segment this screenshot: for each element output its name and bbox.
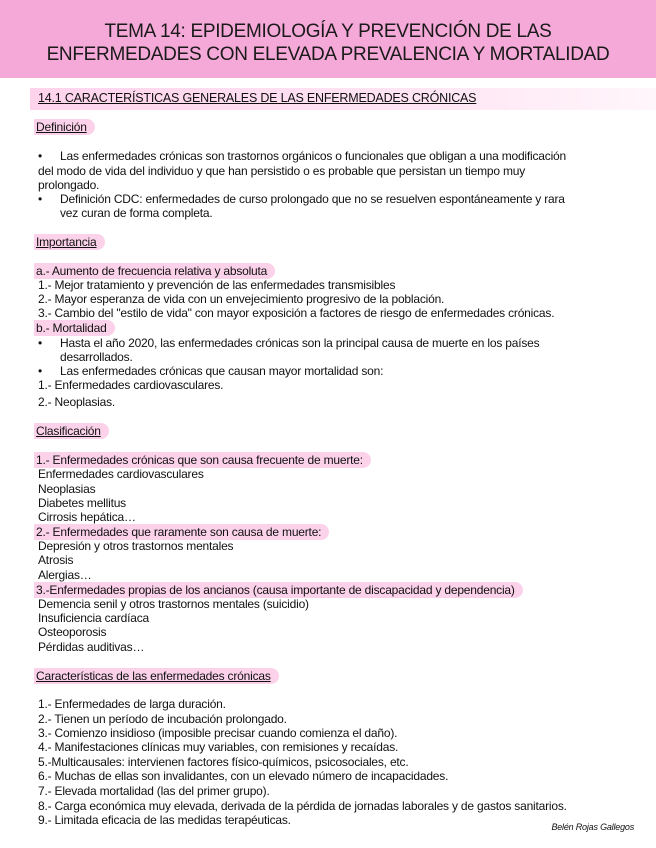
definicion-bullet1-line3: prolongado. [38,178,100,192]
clasificacion-g3-heading: 3.-Enfermedades propias de los ancianos (causa importante de discapacidad y dependencia) [34,582,523,598]
bullet-icon: • [38,149,43,163]
importancia-b-bullet1-line2: desarrollados. [60,350,133,364]
clasificacion-g1-item: Enfermedades cardiovasculares [38,467,204,481]
importancia-a-item: 2.- Mayor esperanza de vida con un envejecimiento progresivo de la población. [38,292,445,306]
section-number: 14.1 [38,91,62,105]
clasificacion-g1-heading: 1.- Enfermedades crónicas que son causa frecuente de muerte: [34,452,371,468]
caracteristicas-item: 8.- Carga económica muy elevada, derivada de la pérdida de jornadas laborales y de gastos sanitarios. [38,799,567,813]
section-title-text: CARACTERÍSTICAS GENERALES DE LAS ENFERMEDADES CRÓNICAS [64,91,477,105]
bullet-icon: • [38,364,43,378]
title-line-2: ENFERMEDADES CON ELEVADA PREVALENCIA Y MORTALIDAD [46,44,610,65]
caracteristicas-item: 3.- Comienzo insidioso (imposible precisar cuando comienza el daño). [38,726,398,740]
importancia-a-heading: a.- Aumento de frecuencia relativa y absoluta [34,263,275,279]
clasificacion-g2-item: Atrosis [38,553,74,567]
clasificacion-heading: Clasificación [34,423,109,439]
author-signature: Belén Rojas Gallegos [551,822,634,832]
clasificacion-g3-item: Insuficiencia cardíaca [38,611,149,625]
importancia-a-item: 1.- Mejor tratamiento y prevención de las enfermedades transmisibles [38,278,396,292]
clasificacion-g2-item: Alergias… [38,568,92,582]
importancia-b-heading: b.- Mortalidad [34,320,115,336]
importancia-a-item: 3.- Cambio del "estilo de vida" con mayor exposición a factores de riesgo de enfermedades crónicas. [38,306,555,320]
definicion-bullet2-line2: vez curan de forma completa. [60,206,213,220]
clasificacion-g3-item: Osteoporosis [38,625,107,639]
importancia-b-item: 2.- Neoplasias. [38,395,116,409]
caracteristicas-item: 9.- Limitada eficacia de las medidas terapéuticas. [38,813,291,827]
caracteristicas-item: 5.-Multicausales: intervienen factores físico-químicos, psicosociales, etc. [38,755,409,769]
bullet-icon: • [38,192,43,206]
importancia-heading: Importancia [34,234,105,250]
definicion-bullet1-line2: del modo de vida del individuo y que han persistido o es probable que persistan un tiempo muy [38,164,526,178]
clasificacion-g3-item: Pérdidas auditivas… [38,640,145,654]
caracteristicas-item: 7.- Elevada mortalidad (las del primer grupo). [38,784,270,798]
clasificacion-g1-item: Neoplasias [38,482,96,496]
caracteristicas-heading: Características de las enfermedades crónicas [34,668,279,684]
importancia-b-bullet2: Las enfermedades crónicas que causan mayor mortalidad son: [60,364,384,378]
bullet-icon: • [38,336,43,350]
title-line-1: TEMA 14: EPIDEMIOLOGÍA Y PREVENCIÓN DE LAS [104,21,552,42]
clasificacion-g2-heading: 2.- Enfermedades que raramente son causa de muerte: [34,524,329,540]
clasificacion-g3-item: Demencia senil y otros trastornos mentales (suicidio) [38,597,309,611]
definicion-heading: Definición [34,119,95,135]
clasificacion-g2-item: Depresión y otros trastornos mentales [38,539,234,553]
importancia-b-item: 1.- Enfermedades cardiovasculares. [38,378,224,392]
title-banner [0,0,656,78]
definicion-bullet1-line1: Las enfermedades crónicas son trastornos orgánicos o funcionales que obligan a una modificación [60,149,566,163]
caracteristicas-item: 1.- Enfermedades de larga duración. [38,697,226,711]
caracteristicas-item: 2.- Tienen un período de incubación prolongado. [38,712,287,726]
definicion-bullet2-line1: Definición CDC: enfermedades de curso prolongado que no se resuelven espontáneamente y rara [60,192,565,206]
caracteristicas-item: 6.- Muchas de ellas son invalidantes, con un elevado número de incapacidades. [38,769,449,783]
clasificacion-g1-item: Diabetes mellitus [38,496,126,510]
clasificacion-g1-item: Cirrosis hepática… [38,510,136,524]
section-title [38,91,476,105]
caracteristicas-item: 4.- Manifestaciones clínicas muy variables, con remisiones y recaídas. [38,740,399,754]
importancia-b-bullet1-line1: Hasta el año 2020, las enfermedades crónicas son la principal causa de muerte en los países [60,336,540,350]
